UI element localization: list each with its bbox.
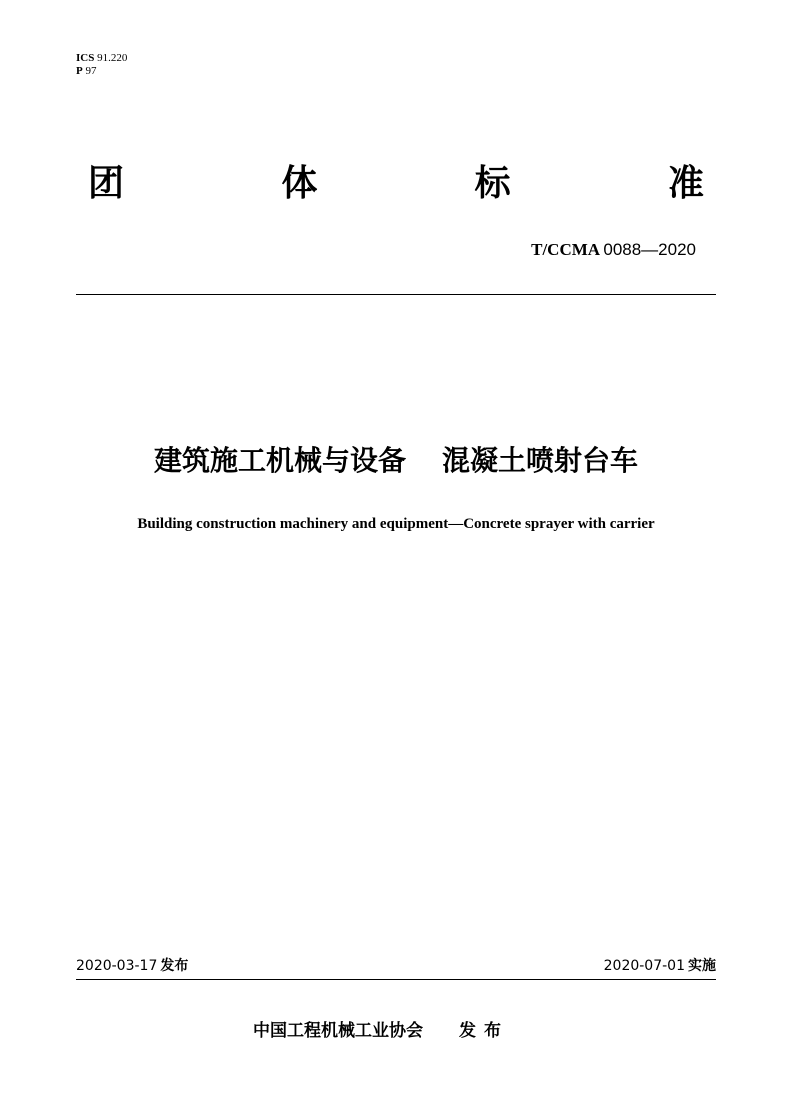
standard-type-char: 标 (474, 163, 511, 204)
ics-code: 91.220 (97, 52, 128, 64)
english-title: Building construction machinery and equipment—Concrete sprayer with carrier (137, 516, 655, 532)
standard-number (531, 240, 696, 260)
top-divider (76, 294, 716, 295)
implement-label: 实施 (688, 958, 716, 974)
ics-label: ICS (76, 52, 95, 64)
standard-type-char: 体 (281, 163, 318, 204)
standard-type-heading (88, 162, 704, 206)
ccs-line (76, 65, 127, 78)
standard-type-char: 团 (88, 163, 125, 204)
publisher-name: 中国工程机械工业协会 (253, 1021, 423, 1041)
publisher-label: 发布 (459, 1021, 509, 1041)
chinese-title (0, 443, 792, 479)
standard-number-value: 0088—2020 (603, 240, 696, 259)
classification-block (76, 52, 127, 78)
issue-date: 2020-03-17 (76, 958, 158, 974)
publisher-line (253, 1020, 509, 1042)
chinese-title-part1: 建筑施工机械与设备 (153, 444, 406, 477)
ics-line (76, 52, 127, 65)
ccs-code: 97 (85, 65, 97, 77)
issue-label: 发布 (160, 958, 189, 974)
standard-type-char: 准 (667, 163, 704, 204)
implement-date: 2020-07-01 (603, 958, 685, 974)
implement-date-block (604, 957, 716, 975)
bottom-divider (76, 979, 716, 980)
issue-date-block (76, 957, 188, 975)
ccs-label: P (76, 65, 83, 77)
chinese-title-part2: 混凝土喷射台车 (442, 444, 639, 477)
standard-number-prefix: T/CCMA (531, 240, 600, 259)
